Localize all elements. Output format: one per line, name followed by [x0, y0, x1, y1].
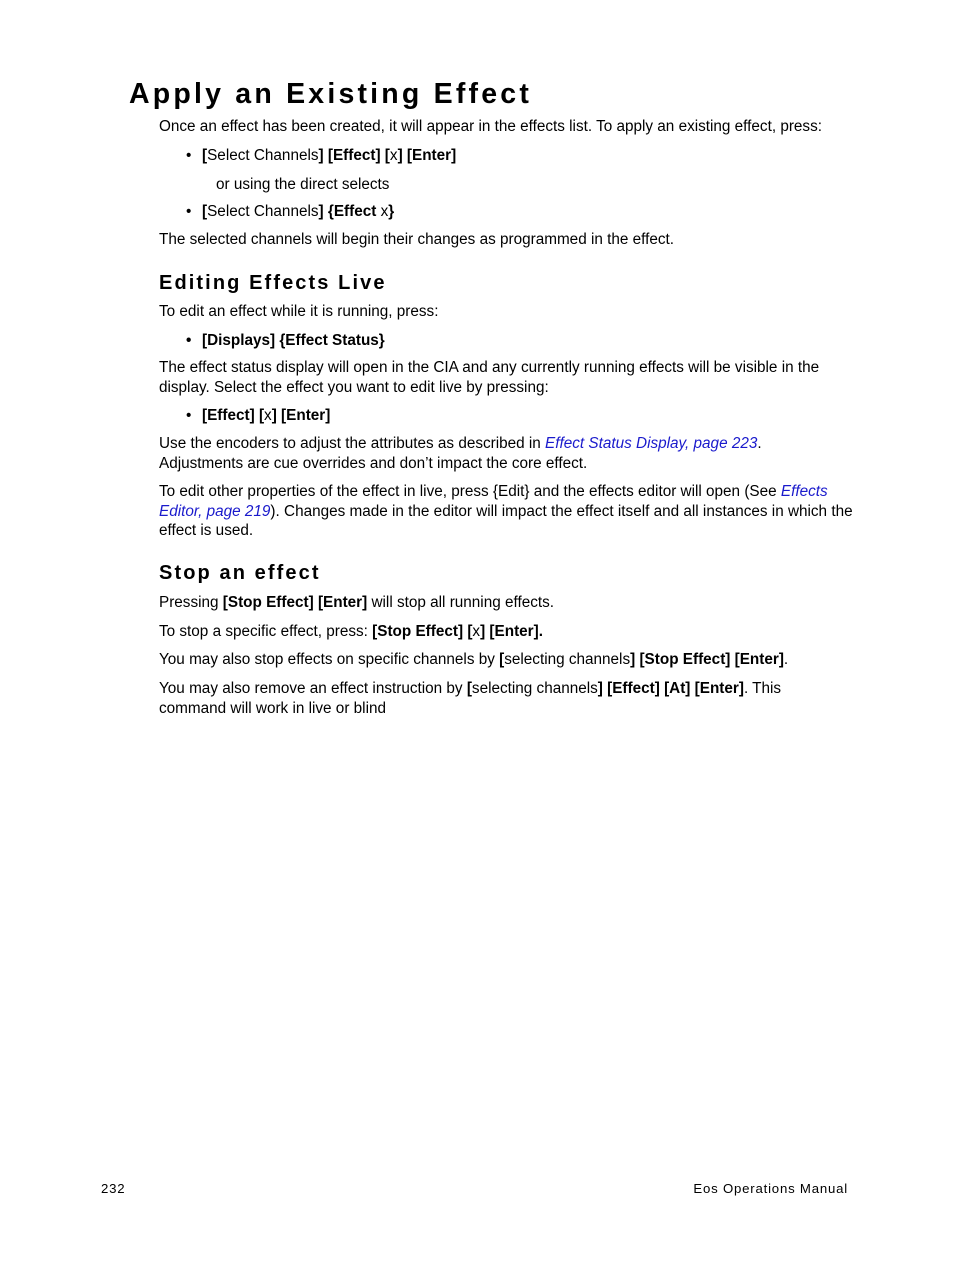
live-bullet-2: • [Effect] [x] [Enter]	[186, 407, 331, 424]
stop-all-paragraph: Pressing [Stop Effect] [Enter] will stop all running effects.	[159, 594, 555, 611]
apply-bullet-1: • [Select Channels] [Effect] [x] [Enter]	[186, 147, 457, 164]
stop-channels-paragraph: You may also stop effects on specific channels by [selecting channels] [Stop Effect] [Enter].	[159, 651, 789, 668]
edit-properties-paragraph: To edit other properties of the effect in live, press {Edit} and the effects editor will open (See Effects Editor, page 219). Changes made in the editor will impact the effect itself and all instances in which the effect is used.	[159, 483, 853, 539]
section-heading-stop-effect: Stop an effect	[159, 562, 321, 584]
bullet-marker: •	[186, 332, 192, 349]
effect-status-display-link[interactable]: Effect Status Display, page 223	[545, 435, 758, 452]
remove-instruction-paragraph: You may also remove an effect instruction by [selecting channels] [Effect] [At] [Enter]. This command will work in live or blind	[159, 680, 782, 717]
status-display-paragraph: The effect status display will open in the CIA and any currently running effects will be visible in the display. Select the effect you want to edit live by pressing:	[159, 359, 820, 396]
stop-specific-paragraph: To stop a specific effect, press: [Stop Effect] [x] [Enter].	[159, 623, 543, 640]
page-title: Apply an Existing Effect	[129, 78, 533, 110]
encoders-paragraph: Use the encoders to adjust the attributes as described in Effect Status Display, page 223. Adjustments are cue overrides and don’t impact the core effect.	[159, 435, 762, 472]
effects-editor-link[interactable]: Effects Editor, page 219	[159, 483, 828, 520]
bullet-marker: •	[186, 147, 192, 164]
live-bullet-1: • [Displays] {Effect Status}	[186, 332, 385, 349]
manual-title: Eos Operations Manual	[693, 1181, 848, 1196]
apply-bullet-2: • [Select Channels] {Effect x}	[186, 203, 395, 220]
page-number: 232	[101, 1181, 126, 1196]
apply-result-paragraph: The selected channels will begin their changes as programmed in the effect.	[159, 231, 675, 248]
direct-selects-note: or using the direct selects	[216, 176, 390, 193]
intro-paragraph: Once an effect has been created, it will appear in the effects list. To apply an existing effect, press:	[159, 118, 822, 135]
bullet-marker: •	[186, 203, 192, 220]
live-intro-paragraph: To edit an effect while it is running, press:	[159, 303, 439, 320]
bullet-marker: •	[186, 407, 192, 424]
section-heading-editing-live: Editing Effects Live	[159, 272, 387, 294]
